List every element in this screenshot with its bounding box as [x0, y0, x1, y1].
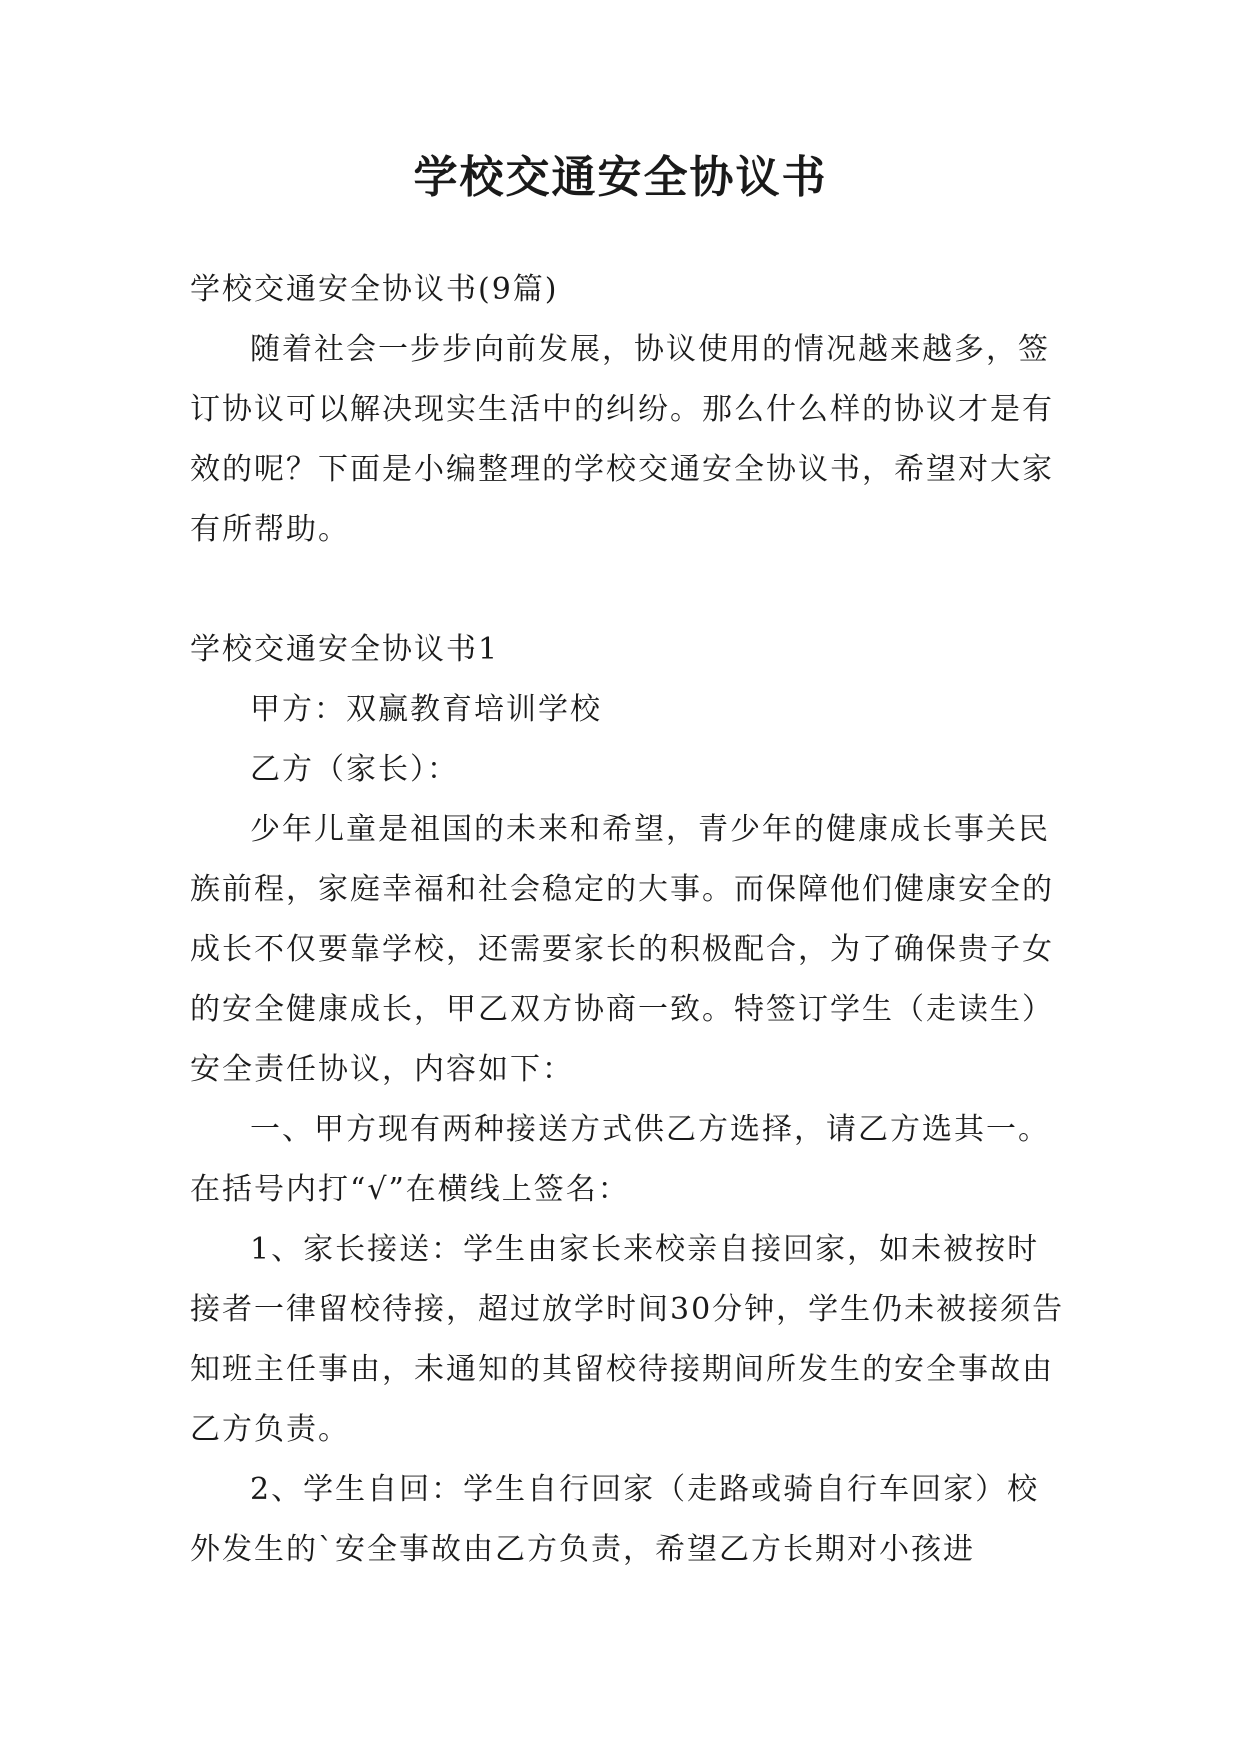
body-paragraph: 一、甲方现有两种接送方式供乙方选择，请乙方选其一。在括号内打“√”在横线上签名： — [190, 1112, 1050, 1207]
document-subtitle: 学校交通安全协议书(9篇) — [190, 272, 559, 307]
intro-paragraph: 随着社会一步步向前发展，协议使用的情况越来越多，签订协议可以解决现实生活中的纠纷。那么什么样的协议才是有效的呢？下面是小编整理的学校交通安全协议书，希望对大家有所帮助。 — [190, 332, 1054, 547]
document-title: 学校交通安全协议书 — [413, 152, 828, 203]
body-paragraph: 2、学生自回：学生自行回家（走路或骑自行车回家）校外发生的`安全事故由乙方负责，希望乙方长期对小孩进 — [190, 1472, 1040, 1567]
body-paragraph: 少年儿童是祖国的未来和希望，青少年的健康成长事关民族前程，家庭幸福和社会稳定的大事。而保障他们健康安全的成长不仅要靠学校，还需要家长的积极配合，为了确保贵子女的安全健康成长，甲乙双方协商一致。特签订学生（走读生）安全责任协议，内容如下： — [190, 812, 1054, 1087]
body-paragraph: 1、家长接送：学生由家长来校亲自接回家，如未被按时接者一律留校待接，超过放学时间30分钟，学生仍未被接须告知班主任事由，未通知的其留校待接期间所发生的安全事故由乙方负责。 — [190, 1232, 1065, 1447]
section-heading: 学校交通安全协议书1 — [190, 632, 500, 667]
document-body — [190, 260, 1070, 1580]
party-b-line: 乙方（家长）： — [250, 752, 459, 787]
party-a-line: 甲方：双赢教育培训学校 — [250, 692, 602, 727]
